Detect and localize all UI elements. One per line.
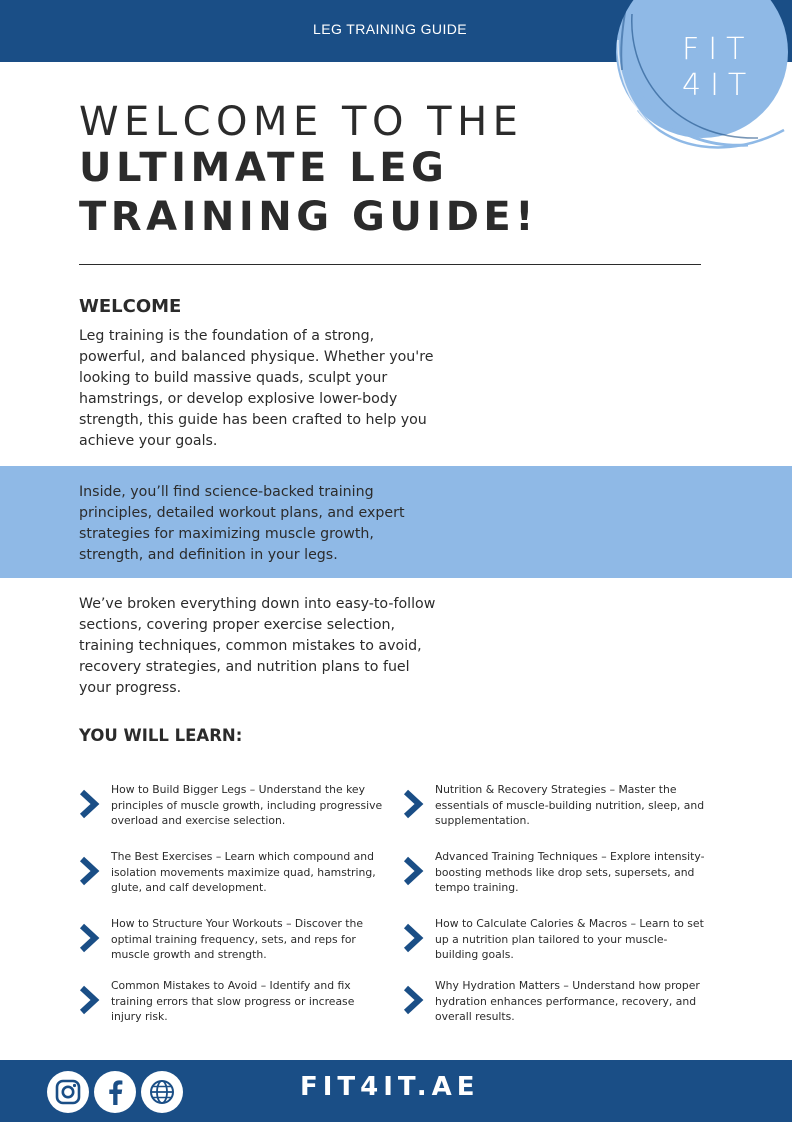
learn-item-text: Advanced Training Techniques – Explore intensity-boosting methods like drop sets, supersets, and tempo training. xyxy=(435,850,705,894)
divider xyxy=(79,264,701,265)
welcome-heading: WELCOME xyxy=(79,296,182,317)
welcome-paragraph-1: Leg training is the foundation of a strong, powerful, and balanced physique. Whether you're looking to build massive quads, sculpt your hamstrings, or develop explosive lower-body strength, this guide has been crafted to help you achieve your goals. xyxy=(79,328,434,449)
globe-icon xyxy=(141,1071,183,1113)
learn-item-text: Why Hydration Matters – Understand how proper hydration enhances performance, recovery, and overall results. xyxy=(435,979,700,1023)
website-link[interactable] xyxy=(141,1071,183,1113)
chevron-right-icon xyxy=(79,923,101,953)
header-title: LEG TRAINING GUIDE xyxy=(313,21,467,37)
welcome-paragraph-3: We’ve broken everything down into easy-to-follow sections, covering proper exercise selection, training techniques, common mistakes to avoid, recovery strategies, and nutrition plans to fuel your progress. xyxy=(79,596,436,696)
learn-item-text: How to Structure Your Workouts – Discover the optimal training frequency, sets, and reps for muscle growth and strength. xyxy=(111,917,364,961)
instagram-link[interactable] xyxy=(47,1071,89,1113)
learn-item-text: Nutrition & Recovery Strategies – Master the essentials of muscle-building nutrition, sleep, and supplementation. xyxy=(435,783,705,827)
brand-logo xyxy=(598,0,792,170)
facebook-link[interactable] xyxy=(94,1071,136,1113)
chevron-right-icon xyxy=(403,923,425,953)
learn-item-text: How to Calculate Calories & Macros – Learn to set up a nutrition plan tailored to your muscle-building goals. xyxy=(435,917,704,961)
logo-text-4it: 4IT xyxy=(682,68,756,103)
chevron-right-icon xyxy=(403,856,425,886)
chevron-right-icon xyxy=(79,789,101,819)
footer-website-url[interactable]: FIT4IT.AE xyxy=(300,1072,480,1102)
hero-title-line2: ULTIMATE LEG xyxy=(79,145,449,191)
learn-item-text: The Best Exercises – Learn which compound and isolation movements maximize quad, hamstring, glute, and calf development. xyxy=(111,850,376,894)
learn-heading: YOU WILL LEARN: xyxy=(79,726,243,745)
learn-item-text: How to Build Bigger Legs – Understand the key principles of muscle growth, including progressive overload and exercise selection. xyxy=(111,783,383,827)
logo-text-fit: FIT xyxy=(682,32,754,67)
chevron-right-icon xyxy=(403,985,425,1015)
hero-title-line1: WELCOME TO THE xyxy=(79,99,524,145)
facebook-icon xyxy=(94,1071,136,1113)
hero-title-line3: TRAINING GUIDE! xyxy=(79,194,538,240)
chevron-right-icon xyxy=(403,789,425,819)
instagram-icon xyxy=(47,1071,89,1113)
chevron-right-icon xyxy=(79,856,101,886)
learn-item-text: Common Mistakes to Avoid – Identify and fix training errors that slow progress or increase injury risk. xyxy=(111,979,355,1023)
chevron-right-icon xyxy=(79,985,101,1015)
welcome-paragraph-2: Inside, you’ll find science-backed training principles, detailed workout plans, and expert strategies for maximizing muscle growth, strength, and definition in your legs. xyxy=(79,484,405,563)
